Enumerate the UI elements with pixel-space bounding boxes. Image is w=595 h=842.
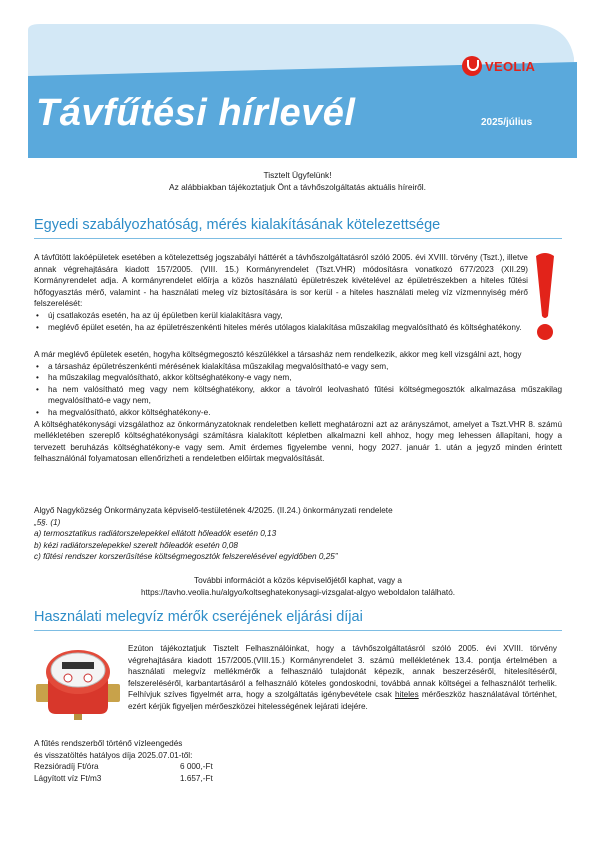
list-item: • ha nem valósítható meg vagy nem költséghatékony, akkor a távolról leolvasható fűtési költségmegosztók alkalmazása műszakilag megvalósítható-e vagy nem, <box>34 384 562 407</box>
list-item: • meglévő épület esetén, ha az épületrészenkénti hiteles mérés utólagos kialakítása műszakilag megvalósítható és költséghatékony. <box>34 322 528 334</box>
list-item: • ha megvalósítható, akkor költséghatékony-e. <box>34 407 562 419</box>
section1-heading: Egyedi szabályozhatóság, mérés kialakításának kötelezettsége <box>34 217 441 233</box>
newsletter-date: 2025/július <box>481 117 533 128</box>
more-info <box>34 575 562 598</box>
decree-intro: Algyő Nagyközség Önkormányzata képviselő-testületének 4/2025. (II.24.) önkormányzati rendelete <box>34 506 393 515</box>
section2-underlined-word: hiteles <box>395 690 419 700</box>
section1-list2 <box>34 361 562 419</box>
section2-paragraph <box>128 643 557 713</box>
list-item: • ha műszakilag megvalósítható, akkor költséghatékony-e vagy nem, <box>34 372 562 384</box>
section1-list1 <box>34 310 528 333</box>
section2-text-before: Ezúton tájékoztatjuk Tisztelt Felhasználóinkat, hogy a távhőszolgáltatásról szóló 2005. évi XVIII. törvény végrehajtására kiadott 157/2005.(VIII.15.) Kormányrendelet 3. számú mellékletének 13.4. pontja értelmében a használati melegvíz mellékmérők a felhasználó tulajdonát képezik, annak beszerzéséről, hitelesítéséről, felszereléséről, karbantartásáról a felhasználó köteles gondoskodni, továbbá annak költségei a felhasználót terhelik. Felhívjuk szíves figyelmét arra, hogy a szolgáltatás igénybevétele csak <box>128 644 557 700</box>
veolia-logo <box>462 56 535 76</box>
table-row <box>34 773 213 785</box>
section2-text-after: mérőeszköz használatával történhet, ezért kérjük figyeljen mérőeszközei hitelességének lejárati idejére. <box>128 690 557 711</box>
section1-body-top <box>34 252 528 333</box>
greeting <box>0 169 595 193</box>
fees-title-line1: A fűtés rendszerből történő vízleengedés <box>34 739 183 748</box>
decree-line: „5§. (1) <box>34 517 61 527</box>
section2-divider <box>34 630 562 631</box>
more-info-line1: További információt a közös képviselőjétől kaphat, vagy a <box>194 576 402 585</box>
fee-value: 1.657,-Ft <box>180 773 213 783</box>
section1-paragraph2: A már meglévő épületek esetén, hogyha költségmegosztó készülékkel a társasház nem rendelkezik, akkor meg kell vizsgálni azt, hogy <box>34 350 522 359</box>
decree-line: c) fűtési rendszer korszerűsítése költségmegosztók felszerelésével egyidőben 0,25” <box>34 552 338 562</box>
list-item: • a társasház épületrészenkénti mérésének kialakítása műszakilag megvalósítható-e vagy sem, <box>34 361 562 373</box>
list-item: • új csatlakozás esetén, ha az új épületben kerül kialakításra vagy, <box>34 310 528 322</box>
section1-paragraph3: A költséghatékonysági vizsgálathoz az önkormányzatoknak rendeletben kellett meghatározni azt az arányszámot, amelyet a Tszt.VHR 8. számú mellékletében szereplő költséghatékonysági számításra kialakított képletben alkalmazni kell ahhoz, hogy meg lehessen állapítani, hogy a tervezett beruházás költséghatékony-e vagy sem. Amit érdemes figyelembe venni, hogy 2027. január 1. után a jegyző minden érintett felhasználónál folyamatosan ellenőrizheti a rendeletben előírtak megvalósítását. <box>34 419 562 464</box>
veolia-logo-icon <box>462 56 482 76</box>
water-meter-image <box>34 640 122 722</box>
section2-heading: Használati melegvíz mérők cseréjének eljárási díjai <box>34 609 363 625</box>
greeting-line2: Az alábbiakban tájékoztatjuk Önt a távhőszolgáltatás aktuális híreiről. <box>169 182 426 192</box>
fees-title-line2: és visszatöltés hatályos díja 2025.07.01-től: <box>34 750 193 760</box>
decree-line: a) termosztatikus radiátorszelepekkel ellátott hőleadók esetén 0,13 <box>34 529 277 539</box>
brand-name: VEOLIA <box>485 58 536 74</box>
decree-line: b) kézi radiátorszelepekkel szerelt hőleadók esetén 0,08 <box>34 540 238 550</box>
decree-block <box>34 505 562 563</box>
fee-label: Rezsióradíj Ft/óra <box>34 762 99 772</box>
fees-table <box>34 761 213 784</box>
fee-value: 6 000,-Ft <box>180 762 213 772</box>
table-row <box>34 761 213 773</box>
section1-paragraph1: A távfűtött lakóépületek esetében a kötelezettség jogszabályi háttérét a távhőszolgáltatásról szóló 2005. évi XVIII. törvény (Tszt.), illetve annak végrehajtására kiadott 157/2005. (VIII. 15.) Kormányrendelet (Tszt.VHR) módosításra vonatkozó 677/2023 (XII.29) Kormányrendelet adja. A kormányrendelet előírja a közös használatú épületrészek kivételével az épületrészekben a hiteles fűtési hőfogyasztás mérő, valamint - ha használati meleg víz biztosítására is sor kerül - a hiteles használati meleg víz vízmennyiség mérő felszerelését: <box>34 253 528 309</box>
greeting-line1: Tisztelt Ügyfelünk! <box>263 170 332 180</box>
fees-block <box>34 738 294 784</box>
newsletter-header <box>0 0 595 158</box>
more-info-link[interactable]: https://tavho.veolia.hu/algyo/koltseghatekonysagi-vizsgalat-algyo weboldalon található. <box>140 587 456 597</box>
section1-divider <box>34 238 562 239</box>
newsletter-title: Távfűtési hírlevél <box>36 92 356 134</box>
exclamation-icon <box>532 252 558 344</box>
section1-body-bottom <box>34 349 562 465</box>
fee-label: Lágyított víz Ft/m3 <box>34 773 102 783</box>
